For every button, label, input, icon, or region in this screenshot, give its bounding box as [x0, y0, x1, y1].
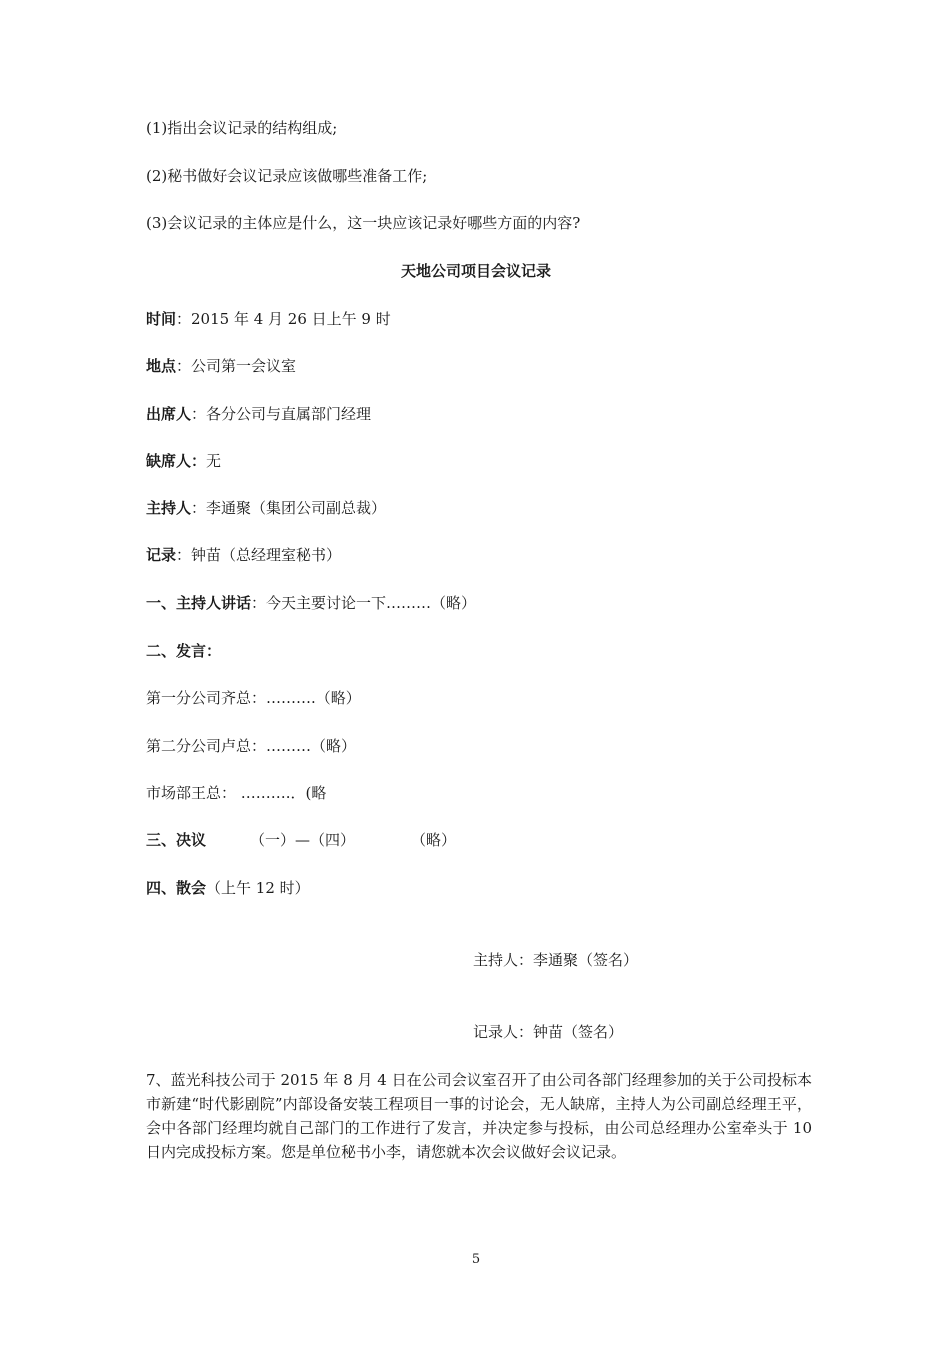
sign-host: 主持人：李通聚（签名）: [473, 951, 639, 969]
page-number: 5: [471, 1252, 481, 1267]
speech-2: 第二分公司卢总：………（略）: [146, 737, 357, 755]
place-value: ：公司第一会议室: [176, 357, 297, 375]
recorder-row: [146, 545, 341, 565]
absent-label: 缺席人：: [146, 452, 207, 470]
record-title: 天地公司项目会议记录: [400, 262, 551, 280]
host-row: [146, 498, 386, 518]
place-label: 地点: [146, 357, 177, 375]
time-value: ：2015 年 4 月 26 日上午 9 时: [176, 310, 391, 328]
section-1-row: [146, 593, 476, 613]
section-3-row: [146, 830, 456, 850]
attendees-value: ：各分公司与直属部门经理: [191, 405, 372, 423]
section-4-value: （上午 12 时）: [206, 879, 310, 897]
place-row: [146, 356, 296, 376]
speech-3: 市场部王总： ……….．(略: [146, 784, 327, 802]
question-2: (2)秘书做好会议记录应该做哪些准备工作;: [146, 167, 428, 185]
host-label: 主持人: [146, 499, 192, 517]
section-1-value: ：今天主要讨论一下………（略）: [251, 594, 477, 612]
host-value: ：李通聚（集团公司副总裁）: [191, 499, 387, 517]
absent-row: [146, 451, 221, 471]
question-3: (3)会议记录的主体应是什么，这一块应该记录好哪些方面的内容?: [146, 214, 581, 232]
section-4-label: 四、散会: [146, 879, 207, 897]
section-4-row: [146, 878, 310, 898]
recorder-value: ：钟苗（总经理室秘书）: [176, 546, 342, 564]
attendees-row: [146, 404, 371, 424]
section-3-label: 三、决议: [146, 831, 207, 849]
section-1-label: 一、主持人讲话: [146, 594, 252, 612]
section-3-omit: （略）: [411, 831, 457, 849]
section-2-label: 二、发言：: [146, 642, 222, 660]
question-7-paragraph: 7、蓝光科技公司于 2015 年 8 月 4 日在公司会议室召开了由公司各部门经理参加的关于公司投标本市新建“时代影剧院”内部设备安装工程项目一事的讨论会，无人缺席，主持人为公司副总经理王平，会中各部门经理均就自己部门的工作进行了发言，并决定参与投标，由公司总经理办公室牵头于 10 日内完成投标方案。您是单位秘书小李，请您就本次会议做好会议记录。: [146, 1071, 812, 1161]
speech-1: 第一分公司齐总：……….（略）: [146, 689, 361, 707]
section-3-items: （一）—（四）: [250, 831, 356, 849]
recorder-label: 记录: [146, 546, 177, 564]
attendees-label: 出席人: [146, 405, 192, 423]
time-label: 时间: [146, 310, 177, 328]
sign-recorder: 记录人：钟苗（签名）: [473, 1023, 624, 1041]
question-1: (1)指出会议记录的结构组成;: [146, 119, 338, 137]
time-row: [146, 309, 391, 329]
absent-value: 无: [206, 452, 222, 470]
